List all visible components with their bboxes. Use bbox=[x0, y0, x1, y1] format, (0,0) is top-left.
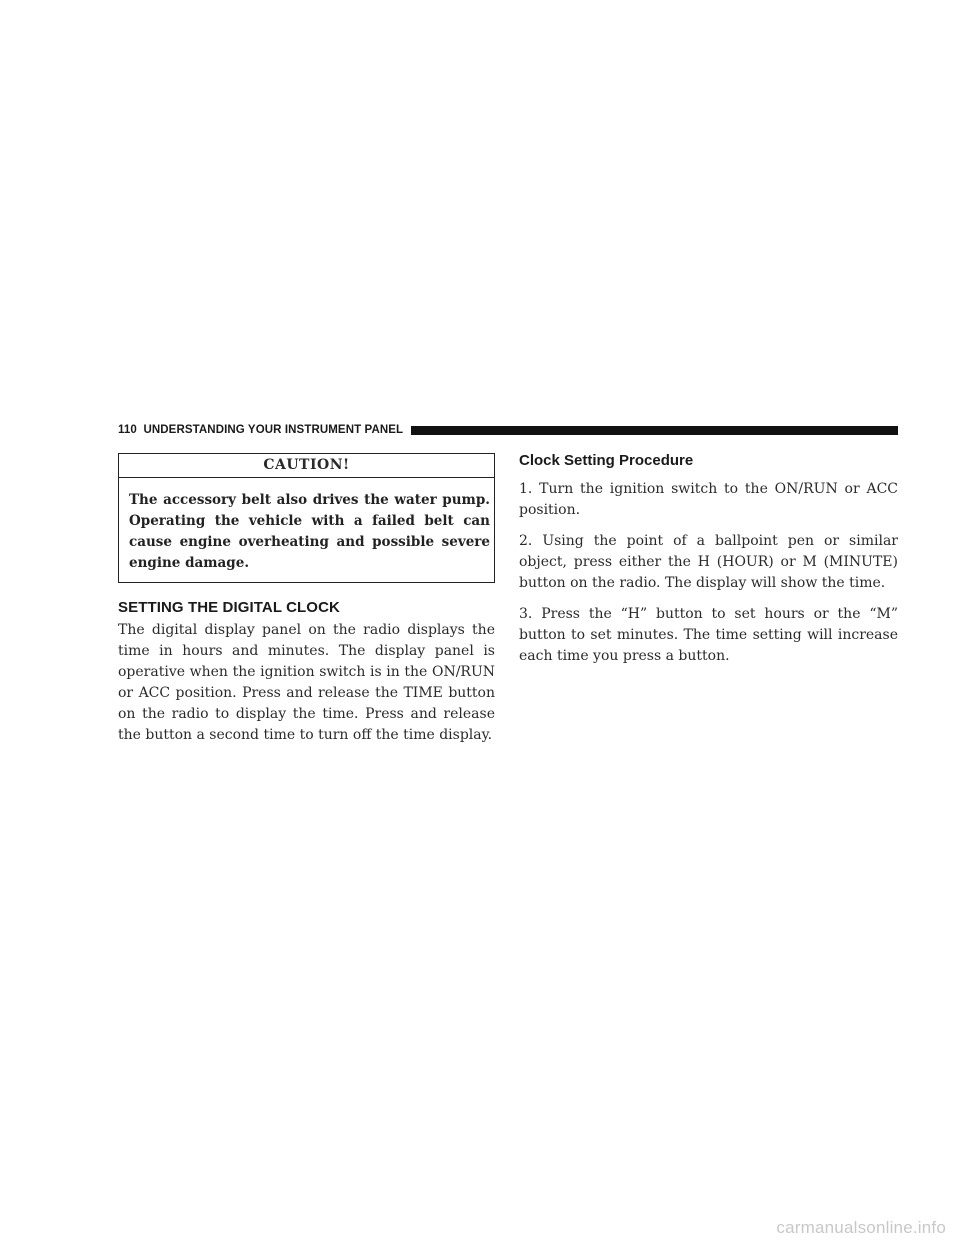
caution-title: CAUTION! bbox=[119, 454, 494, 478]
page-number: 110 bbox=[118, 424, 137, 436]
clock-paragraph: The digital display panel on the radio displays the time in hours and minutes. The display panel is operative when the ignition switch is in the ON/RUN or ACC position. Press and release the TIME button on the radio to display the time. Press and release the button a second time to turn off the time display. bbox=[118, 622, 495, 743]
procedure-step-3: 3. Press the “H” button to set hours or the “M” button to set minutes. The time setting will increase each time you press a button. bbox=[519, 606, 898, 664]
procedure-heading: Clock Setting Procedure bbox=[519, 452, 694, 469]
caution-box bbox=[118, 453, 495, 583]
right-column bbox=[519, 452, 898, 677]
header-rule bbox=[411, 426, 898, 435]
header-text bbox=[118, 424, 411, 436]
section-heading: SETTING THE DIGITAL CLOCK bbox=[118, 599, 340, 616]
left-column bbox=[118, 453, 495, 746]
procedure-step-1: 1. Turn the ignition switch to the ON/RUN or ACC position. bbox=[519, 481, 898, 518]
caution-body: The accessory belt also drives the water pump. Operating the vehicle with a failed belt can cause engine overheating and possible severe engine damage. bbox=[129, 492, 490, 571]
procedure-step-2: 2. Using the point of a ballpoint pen or similar object, press either the H (HOUR) or M (MINUTE) button on the radio. The display will show the time. bbox=[519, 533, 898, 591]
section-title: UNDERSTANDING YOUR INSTRUMENT PANEL bbox=[143, 424, 404, 436]
page-header bbox=[118, 422, 898, 438]
watermark: carmanualsonline.info bbox=[776, 1218, 946, 1237]
